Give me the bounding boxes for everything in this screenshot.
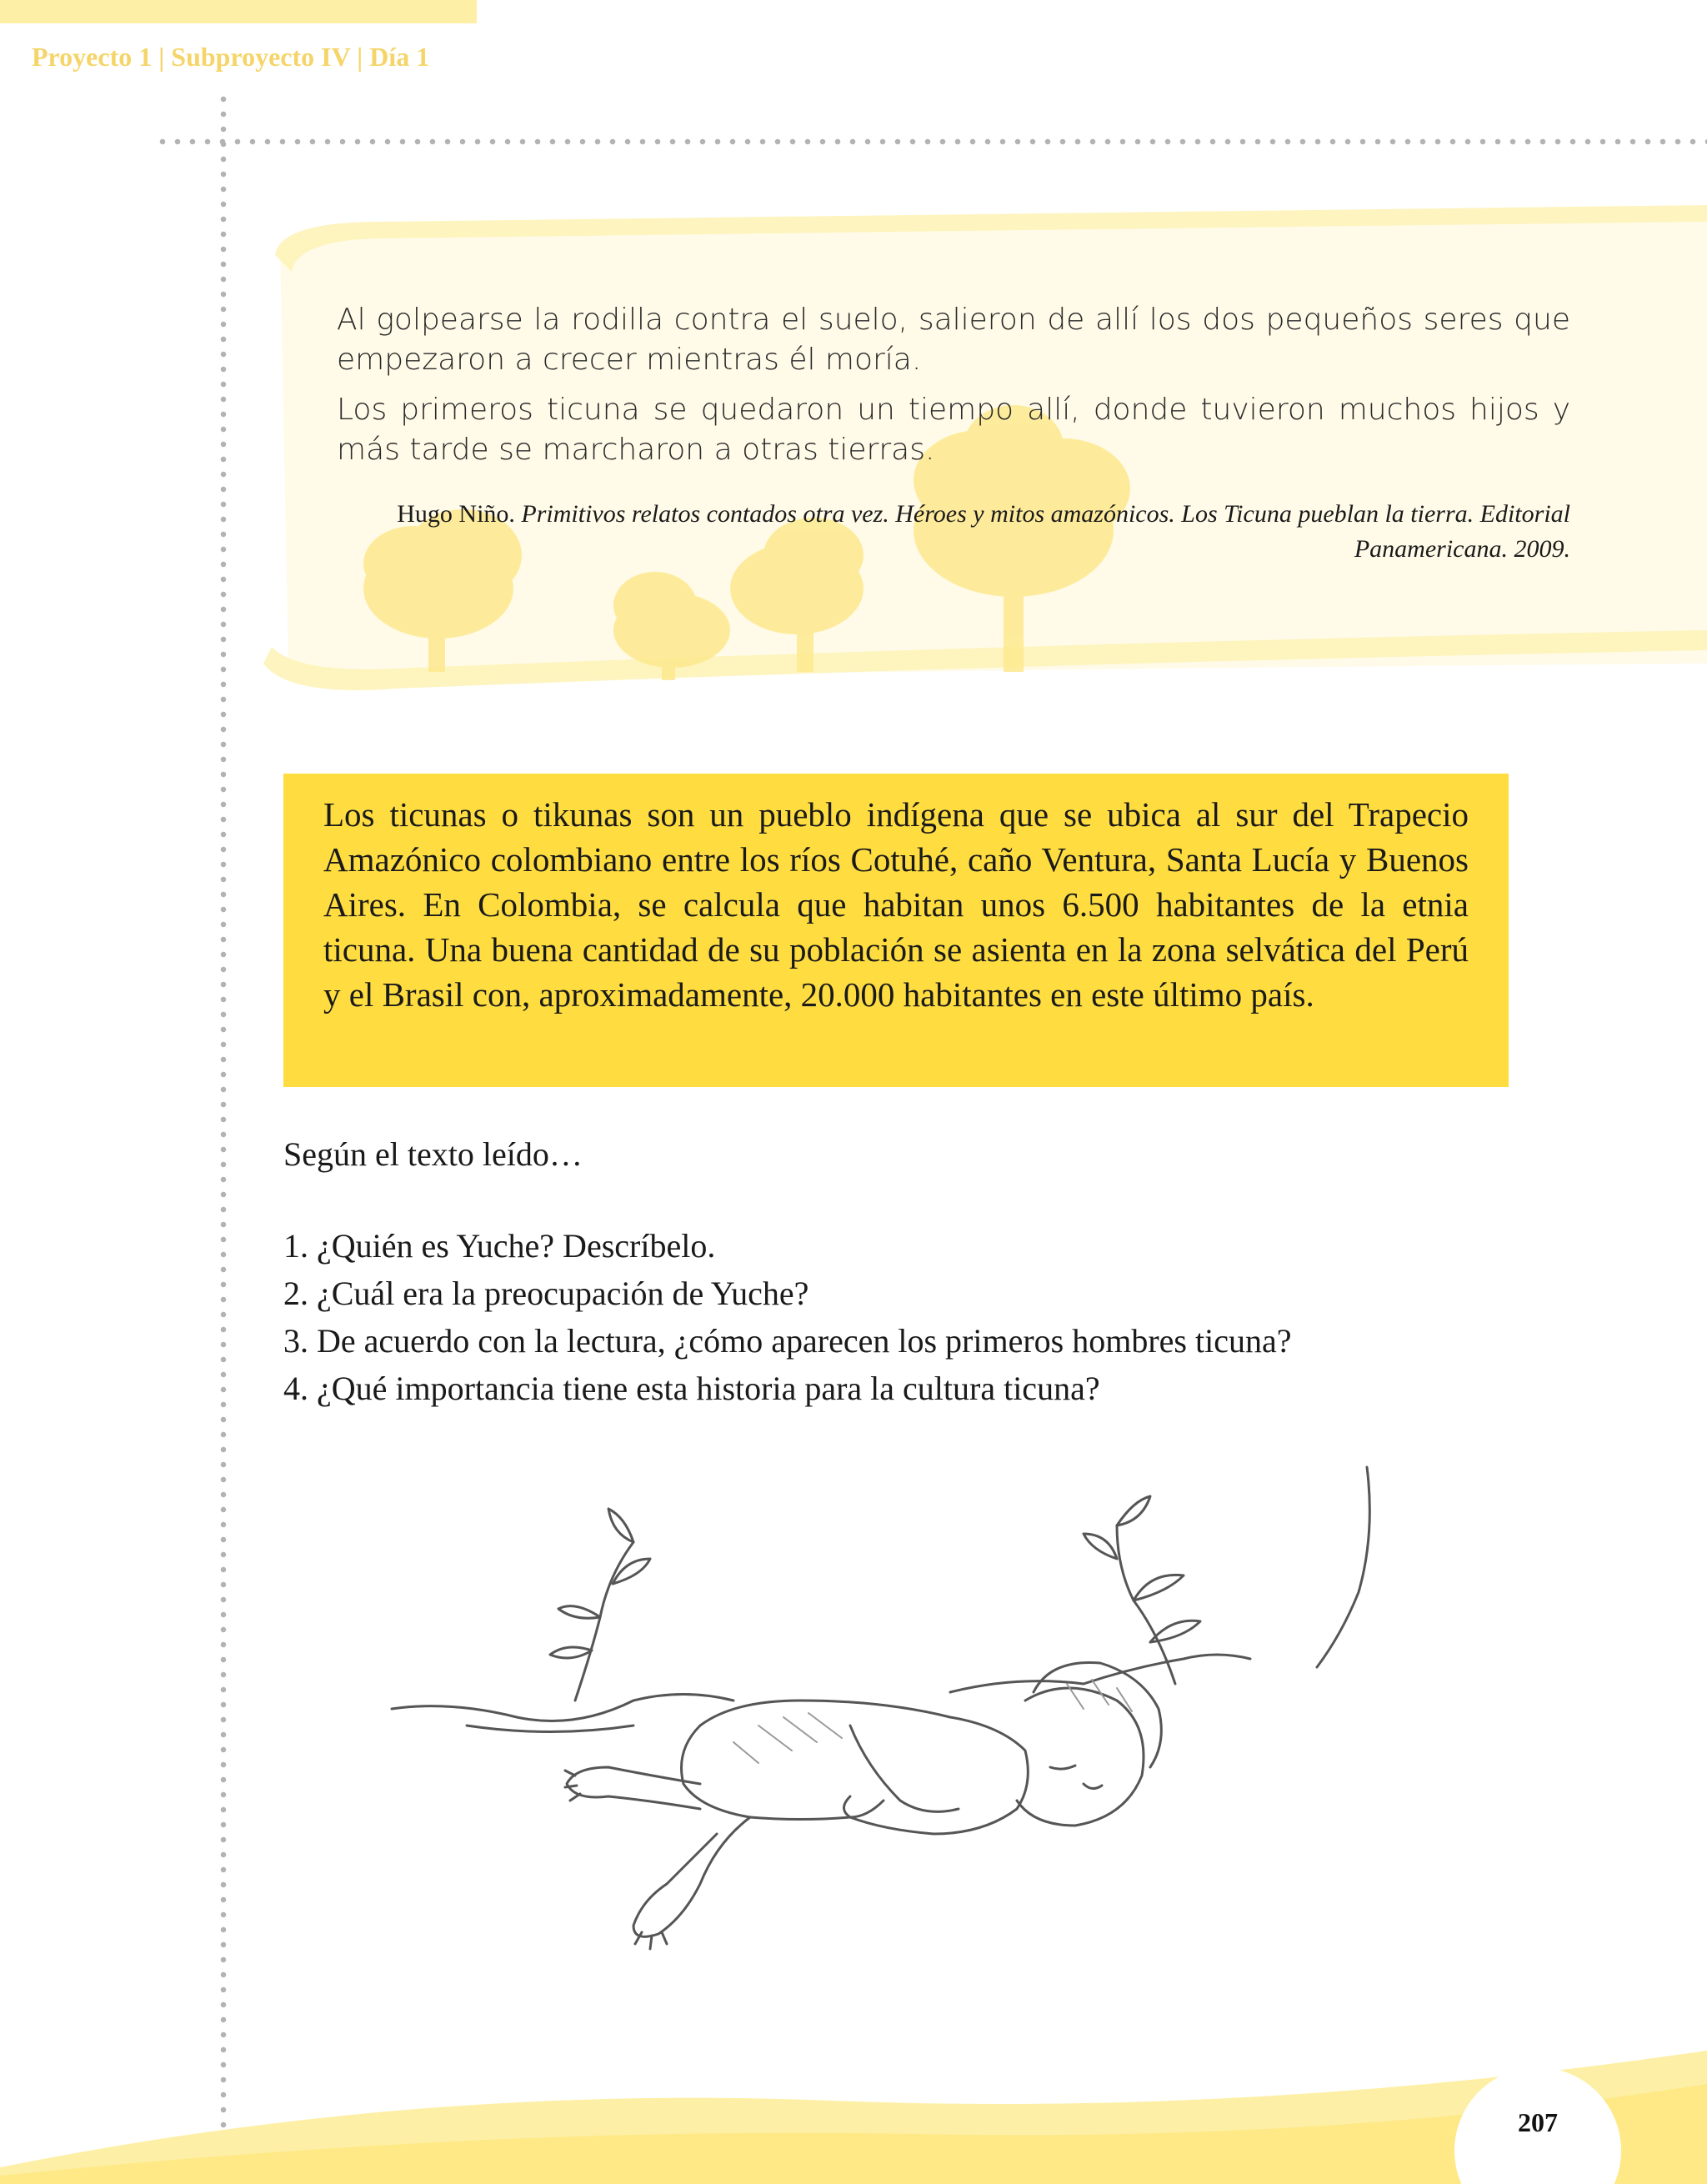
citation-author: Hugo Niño. <box>397 500 515 528</box>
info-box <box>283 774 1509 1087</box>
question-list <box>283 1222 1291 1412</box>
activity-intro: Según el texto leído… <box>283 1135 583 1173</box>
breadcrumb: Proyecto 1 | Subproyecto IV | Día 1 <box>32 42 430 72</box>
sleeping-child-illustration <box>383 1450 1417 2001</box>
story-paragraph: Al golpearse la rodilla contra el suelo, salieron de allí los dos pequeños seres que empezaron a crecer mientras él moría. <box>337 303 1570 377</box>
question-item: 3. De acuerdo con la lectura, ¿cómo aparecen los primeros hombres ticuna? <box>283 1322 1292 1360</box>
vertical-dotted-rule <box>220 92 227 2184</box>
citation <box>383 497 1570 567</box>
top-color-bar <box>0 0 477 23</box>
question-item: 1. ¿Quién es Yuche? Descríbelo. <box>283 1227 716 1265</box>
story-paragraph: Los primeros ticuna se quedaron un tiempo allí, donde tuvieron muchos hijos y más tarde se marcharon a otras tierras. <box>337 393 1570 467</box>
info-box-text: Los ticunas o tikunas son un pueblo indígena que se ubica al sur del Trapecio Amazónico colombiano entre los ríos Cotuhé, caño Ventura, Santa Lucía y Buenos Aires. En Colombia, se calcula que habitan unos 6.500 habitantes de la etnia ticuna. Una buena cantidad de su población se asienta en la zona selvática del Perú y el Brasil con, aproximadamente, 20.000 habitantes en este último país. <box>323 795 1469 1014</box>
citation-title: Primitivos relatos contados otra vez. Héroes y mitos amazónicos. Los Ticuna pueblan la tierra. Editorial Panamericana. 2009. <box>521 500 1570 563</box>
page-number: 207 <box>1518 2107 1558 2137</box>
question-item: 4. ¿Qué importancia tiene esta historia para la cultura ticuna? <box>283 1370 1100 1407</box>
horizontal-dotted-rule <box>155 138 1707 145</box>
bottom-decorative-wave <box>0 2034 1707 2184</box>
question-item: 2. ¿Cuál era la preocupación de Yuche? <box>283 1275 809 1312</box>
story-excerpt <box>337 300 1570 480</box>
